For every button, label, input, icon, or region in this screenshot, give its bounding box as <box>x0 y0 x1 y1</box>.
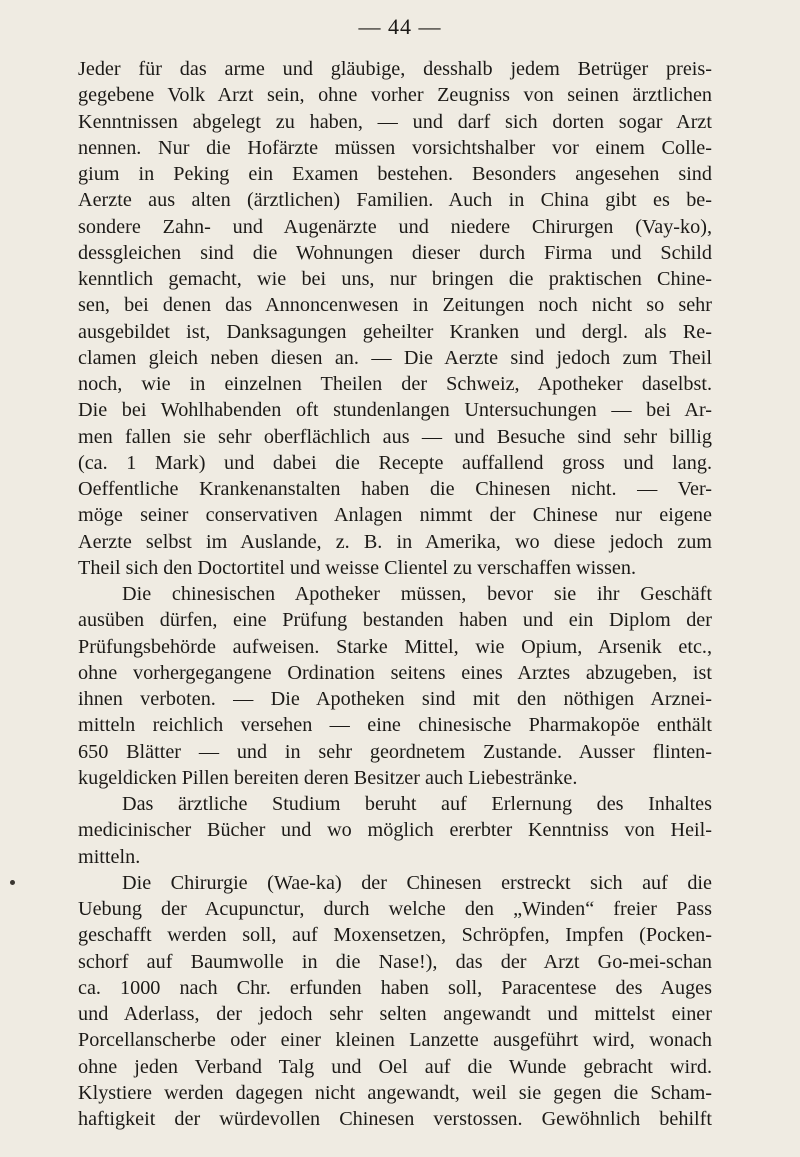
text-line: mitteln reichlich versehen — eine chinesische Pharmakopöe enthält <box>78 714 712 737</box>
text-line: Aerzte aus alten (ärztlichen) Familien. Auch in China gibt es be- <box>78 189 712 212</box>
text-line: möge seiner conservativen Anlagen nimmt der Chinese nur eigene <box>78 504 712 527</box>
text-line: gium in Peking ein Examen bestehen. Besonders angesehen sind <box>78 163 712 185</box>
margin-mark <box>10 880 15 885</box>
page-number: — 44 — <box>358 14 442 39</box>
text-line: ohne vorhergegangene Ordination seitens eines Arztes abzugeben, ist <box>78 661 712 684</box>
body-text <box>78 56 712 1132</box>
text-line: medicinischer Bücher und wo möglich ererbter Kenntniss von Heil- <box>78 819 712 842</box>
text-line: Die bei Wohlhabenden oft stundenlangen Untersuchungen — bei Ar- <box>78 399 712 422</box>
text-line: mitteln. <box>78 845 141 868</box>
text-line: kugeldicken Pillen bereiten deren Besitzer auch Liebestränke. <box>78 766 578 789</box>
text-line: clamen gleich neben diesen an. — Die Aerzte sind jedoch zum Theil <box>78 346 712 369</box>
text-line: Die chinesischen Apotheker müssen, bevor sie ihr Geschäft <box>122 583 712 605</box>
text-line: sen, bei denen das Annoncenwesen in Zeitungen noch nicht so sehr <box>78 294 712 317</box>
text-line: (ca. 1 Mark) und dabei die Recepte auffallend gross und lang. <box>78 451 712 474</box>
text-line: men fallen sie sehr oberflächlich aus — und Besuche sind sehr billig <box>78 425 712 448</box>
text-line: haftigkeit der würdevollen Chinesen verstossen. Gewöhnlich behilft <box>78 1108 712 1130</box>
text-line: kenntlich gemacht, wie bei uns, nur bringen die praktischen Chine- <box>78 268 712 290</box>
text-line: sondere Zahn- und Augenärzte und niedere Chirurgen (Vay-ko), <box>78 215 712 238</box>
text-line: Klystiere werden dagegen nicht angewandt, weil sie gegen die Scham- <box>78 1081 712 1104</box>
text-line: Theil sich den Doctortitel und weisse Clientel zu verschaffen wissen. <box>78 556 636 579</box>
text-line: dessgleichen sind die Wohnungen dieser durch Firma und Schild <box>78 241 712 264</box>
text-line: schorf auf Baumwolle in die Nase!), das der Arzt Go-mei-schan <box>78 950 712 973</box>
text-line: Jeder für das arme und gläubige, desshalb jedem Betrüger preis- <box>78 58 712 80</box>
text-line: ausgebildet ist, Danksagungen geheilter Kranken und dergl. als Re- <box>78 320 712 343</box>
text-line: Kenntnissen abgelegt zu haben, — und darf sich dorten sogar Arzt <box>78 110 712 133</box>
text-line: Oeffentliche Krankenanstalten haben die Chinesen nicht. — Ver- <box>78 478 712 500</box>
text-line: noch, wie in einzelnen Theilen der Schweiz, Apotheker daselbst. <box>78 373 712 395</box>
text-line: nennen. Nur die Hofärzte müssen vorsichtshalber vor einem Colle- <box>78 136 712 159</box>
text-line: Uebung der Acupunctur, durch welche den „Winden“ freier Pass <box>78 898 712 920</box>
text-line: ohne jeden Verband Talg und Oel auf die Wunde gebracht wird. <box>78 1055 712 1078</box>
text-line: und Aderlass, der jedoch sehr selten angewandt und mittelst einer <box>78 1003 712 1025</box>
text-line: 650 Blätter — und in sehr geordnetem Zustande. Ausser flinten- <box>78 740 712 763</box>
text-line: Die Chirurgie (Wae-ka) der Chinesen erstreckt sich auf die <box>122 871 712 894</box>
text-line: ihnen verboten. — Die Apotheken sind mit den nöthigen Arznei- <box>78 688 712 710</box>
text-line: ca. 1000 nach Chr. erfunden haben soll, Paracentese des Auges <box>78 976 712 999</box>
text-line: geschafft werden soll, auf Moxensetzen, Schröpfen, Impfen (Pocken- <box>78 924 712 947</box>
text-line: Porcellanscherbe oder einer kleinen Lanzette ausgeführt wird, wonach <box>78 1029 712 1052</box>
text-line: Das ärztliche Studium beruht auf Erlernung des Inhaltes <box>122 793 712 815</box>
text-line: Prüfungsbehörde aufweisen. Starke Mittel, wie Opium, Arsenik etc., <box>78 635 712 658</box>
text-line: gegebene Volk Arzt sein, ohne vorher Zeugniss von seinen ärztlichen <box>78 84 712 107</box>
text-line: Aerzte selbst im Auslande, z. B. in Amerika, wo diese jedoch zum <box>78 530 712 553</box>
text-line: ausüben dürfen, eine Prüfung bestanden haben und ein Diplom der <box>78 609 712 632</box>
